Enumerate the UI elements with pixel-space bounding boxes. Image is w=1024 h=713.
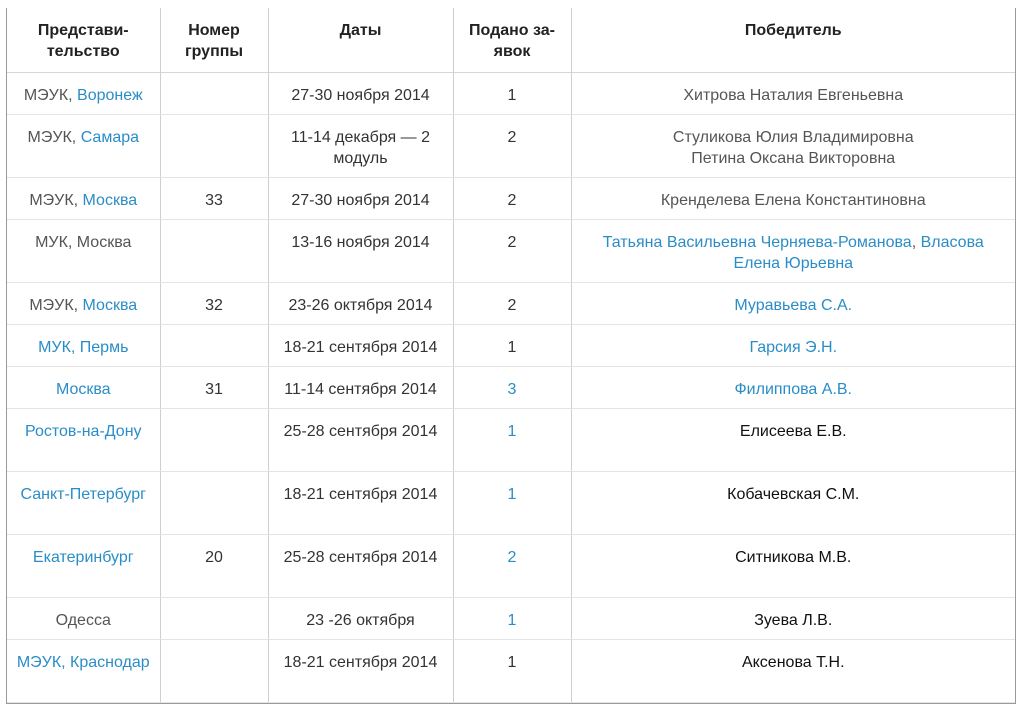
table-row <box>7 282 1015 324</box>
representation-link[interactable]: МУК, Пермь <box>38 338 129 356</box>
cell-group <box>160 114 268 177</box>
cell-representation: МУК, Москва <box>7 219 160 282</box>
table-row <box>7 408 1015 471</box>
table-row <box>7 114 1015 177</box>
cell-representation <box>7 639 160 702</box>
cell-dates: 18-21 сентября 2014 <box>268 324 453 366</box>
cell-applications <box>453 366 571 408</box>
cell-winner: Зуева Л.В. <box>571 597 1015 639</box>
applications-link[interactable]: 1 <box>507 485 517 503</box>
cell-dates: 11-14 сентября 2014 <box>268 366 453 408</box>
cell-dates: 25-28 сентября 2014 <box>268 408 453 471</box>
cell-representation: МЭУК, Москва <box>7 282 160 324</box>
table-row <box>7 366 1015 408</box>
city-link[interactable]: Москва <box>82 296 138 314</box>
applications-link[interactable]: 1 <box>507 611 517 629</box>
cell-applications: 2 <box>453 177 571 219</box>
cell-winner <box>571 114 1015 177</box>
cell-dates: 18-21 сентября 2014 <box>268 639 453 702</box>
table-header-row <box>7 8 1015 72</box>
cell-representation: Одесса <box>7 597 160 639</box>
cell-applications <box>453 534 571 597</box>
cell-applications: 1 <box>453 324 571 366</box>
cell-winner: Ситникова М.В. <box>571 534 1015 597</box>
cell-dates: 23 -26 октября <box>268 597 453 639</box>
table-row <box>7 72 1015 114</box>
applications-link[interactable]: 3 <box>507 380 517 398</box>
cell-group: 20 <box>160 534 268 597</box>
cell-applications: 1 <box>453 72 571 114</box>
applications-link[interactable]: 1 <box>507 422 517 440</box>
winner-link[interactable]: Муравьева С.А. <box>734 296 853 314</box>
representation-link[interactable]: Москва <box>55 380 111 398</box>
cell-winner: Татьяна Васильевна Черняева-Романова, Власова Елена Юрьевна <box>571 219 1015 282</box>
cell-group <box>160 597 268 639</box>
header-applications: Подано за- явок <box>453 8 571 72</box>
header-group-number: Номер группы <box>160 8 268 72</box>
cell-dates: 27-30 ноября 2014 <box>268 72 453 114</box>
cell-applications: 2 <box>453 219 571 282</box>
cell-dates: 13-16 ноября 2014 <box>268 219 453 282</box>
header-representation: Представи- тельство <box>7 8 160 72</box>
header-dates: Даты <box>268 8 453 72</box>
cell-winner: Хитрова Наталия Евгеньевна <box>571 72 1015 114</box>
cell-dates: 11-14 декабря — 2 модуль <box>268 114 453 177</box>
cell-winner <box>571 366 1015 408</box>
cell-applications <box>453 597 571 639</box>
results-table <box>7 8 1015 703</box>
cell-representation: МЭУК, Москва <box>7 177 160 219</box>
table-row <box>7 597 1015 639</box>
cell-representation <box>7 471 160 534</box>
cell-group <box>160 219 268 282</box>
cell-representation <box>7 366 160 408</box>
cell-applications: 2 <box>453 282 571 324</box>
cell-representation <box>7 534 160 597</box>
cell-applications <box>453 471 571 534</box>
cell-winner <box>571 282 1015 324</box>
city-link[interactable]: Самара <box>80 128 140 146</box>
cell-group <box>160 408 268 471</box>
cell-winner: Кобачевская С.М. <box>571 471 1015 534</box>
results-table-container <box>6 8 1016 704</box>
cell-group: 31 <box>160 366 268 408</box>
winner-link[interactable]: Татьяна Васильевна Черняева-Романова <box>602 233 912 251</box>
cell-representation <box>7 324 160 366</box>
cell-winner: Аксенова Т.Н. <box>571 639 1015 702</box>
cell-dates: 18-21 сентября 2014 <box>268 471 453 534</box>
representation-link[interactable]: Ростов-на-Дону <box>24 422 142 440</box>
table-row <box>7 639 1015 702</box>
cell-representation <box>7 408 160 471</box>
table-row <box>7 534 1015 597</box>
applications-link[interactable]: 2 <box>507 548 517 566</box>
table-row <box>7 324 1015 366</box>
cell-representation: МЭУК, Воронеж <box>7 72 160 114</box>
cell-dates: 25-28 сентября 2014 <box>268 534 453 597</box>
cell-group <box>160 471 268 534</box>
cell-winner: Кренделева Елена Константиновна <box>571 177 1015 219</box>
representation-link[interactable]: Санкт-Петербург <box>20 485 146 503</box>
representation-link[interactable]: Екатеринбург <box>32 548 134 566</box>
cell-representation: МЭУК, Самара <box>7 114 160 177</box>
winner-line: Стуликова Юлия Владимировна <box>672 128 914 146</box>
winner-link[interactable]: Гарсия Э.Н. <box>749 338 838 356</box>
winner-link[interactable]: Филиппова А.В. <box>734 380 852 398</box>
cell-group <box>160 324 268 366</box>
cell-winner <box>571 324 1015 366</box>
cell-applications: 2 <box>453 114 571 177</box>
table-row <box>7 177 1015 219</box>
city-link[interactable]: Воронеж <box>77 86 143 104</box>
cell-group: 33 <box>160 177 268 219</box>
cell-applications <box>453 408 571 471</box>
header-winner: Победитель <box>571 8 1015 72</box>
cell-group: 32 <box>160 282 268 324</box>
winner-line: Петина Оксана Викторовна <box>691 149 896 167</box>
cell-group <box>160 639 268 702</box>
table-row <box>7 219 1015 282</box>
cell-applications: 1 <box>453 639 571 702</box>
cell-dates: 23-26 октября 2014 <box>268 282 453 324</box>
city-link[interactable]: Москва <box>82 191 138 209</box>
cell-group <box>160 72 268 114</box>
cell-dates: 27-30 ноября 2014 <box>268 177 453 219</box>
representation-link[interactable]: МЭУК, Краснодар <box>16 653 150 671</box>
table-row <box>7 471 1015 534</box>
cell-winner: Елисеева Е.В. <box>571 408 1015 471</box>
winner-link[interactable]: Власова Елена Юрьевна <box>733 233 984 272</box>
